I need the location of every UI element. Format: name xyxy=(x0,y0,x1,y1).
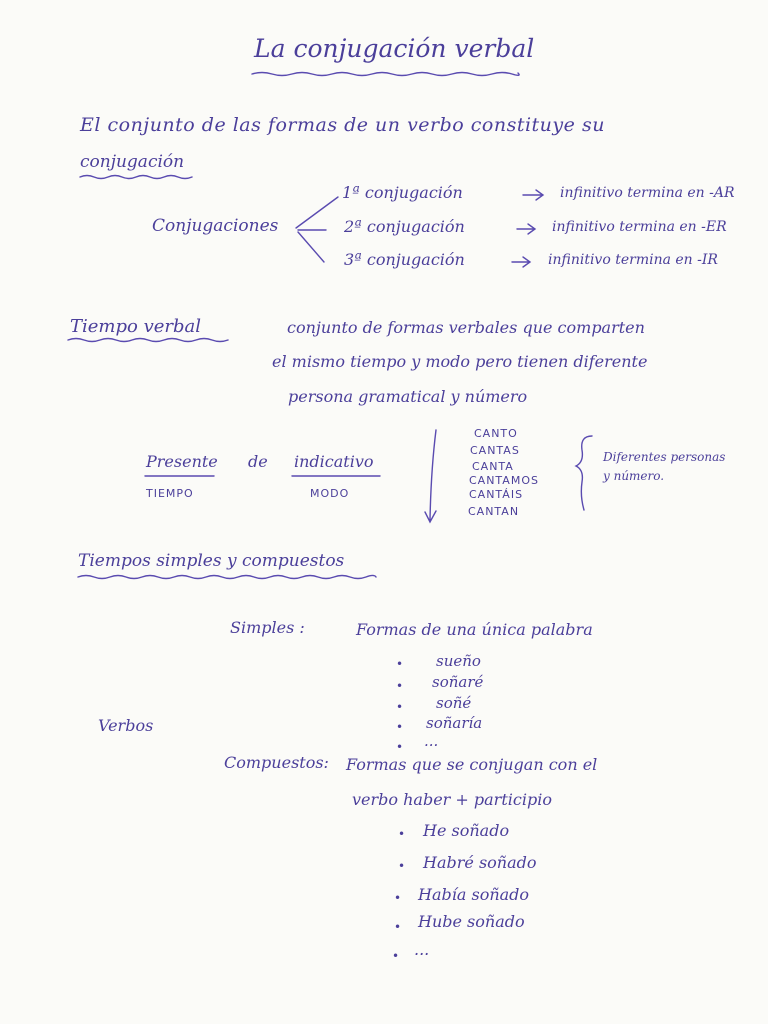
verb-form-3: CANTA xyxy=(472,460,514,473)
persons-note-1: Diferentes personas xyxy=(603,450,726,464)
tiempo-verbal-line-2: el mismo tiempo y modo pero tienen diferente xyxy=(272,352,648,371)
compuestos-definition-2: verbo haber + participio xyxy=(352,790,552,809)
simple-bullet-3: • xyxy=(396,700,404,714)
mood-caption: MODO xyxy=(310,487,350,500)
conjugacion-2-desc: infinitivo termina en -ER xyxy=(552,219,727,235)
tsc-heading: Tiempos simples y compuestos xyxy=(78,551,345,571)
verbos-label: Verbos xyxy=(98,716,154,735)
simple-bullet-2: • xyxy=(396,679,404,693)
simples-definition: Formas de una única palabra xyxy=(356,620,593,639)
simple-item-4: soñaría xyxy=(426,714,483,732)
simple-bullet-1: • xyxy=(396,657,404,671)
compound-item-4: Hube soñado xyxy=(418,912,525,931)
intro-line-1: El conjunto de las formas de un verbo constituye su xyxy=(80,114,605,136)
compuestos-definition-1: Formas que se conjugan con el xyxy=(346,755,598,774)
compound-item-5: ... xyxy=(414,940,430,959)
tiempo-verbal-line-3: persona gramatical y número xyxy=(288,387,528,406)
compound-bullet-3: • xyxy=(394,891,402,905)
conjugacion-1-desc: infinitivo termina en -AR xyxy=(560,185,735,201)
simple-item-2: soñaré xyxy=(432,673,484,691)
curly-brace xyxy=(576,436,592,510)
verb-form-1: CANTO xyxy=(474,427,518,440)
simple-bullet-4: • xyxy=(396,720,404,734)
simple-bullet-5: • xyxy=(396,740,404,754)
intro-line-2: conjugación xyxy=(80,152,185,172)
tiempo-verbal-heading: Tiempo verbal xyxy=(70,316,202,337)
simple-item-1: sueño xyxy=(436,652,481,670)
tense-caption: TIEMPO xyxy=(146,487,194,500)
compound-bullet-1: • xyxy=(398,827,406,841)
persons-note-2: y número. xyxy=(603,469,665,483)
title-underline xyxy=(252,73,519,76)
arrow-3 xyxy=(512,257,530,267)
conjugacion-3-name: 3ª conjugación xyxy=(344,250,465,269)
compound-bullet-5: • xyxy=(392,949,400,963)
example-mood: indicativo xyxy=(294,452,374,471)
verb-form-4: CANTAMOS xyxy=(469,474,539,487)
simple-item-5: ... xyxy=(424,732,439,750)
verb-form-5: CANTÁIS xyxy=(469,488,524,501)
branch-line-3 xyxy=(298,232,324,262)
conjugacion-underline xyxy=(80,176,192,179)
conjugacion-1-name: 1ª conjugación xyxy=(342,183,463,202)
arrow-2 xyxy=(517,224,535,234)
compound-item-3: Había soñado xyxy=(418,885,530,904)
example-de: de xyxy=(248,452,268,471)
simple-item-3: soñé xyxy=(436,694,472,712)
compound-item-1: He soñado xyxy=(423,821,510,840)
compound-bullet-4: • xyxy=(394,920,402,934)
verb-form-2: CANTAS xyxy=(470,444,520,457)
conjugaciones-label: Conjugaciones xyxy=(152,216,279,236)
verb-form-6: CANTAN xyxy=(468,505,520,518)
compound-item-2: Habré soñado xyxy=(423,853,537,872)
vertical-arrow xyxy=(425,430,436,522)
conjugacion-3-desc: infinitivo termina en -IR xyxy=(548,252,718,268)
simples-label: Simples : xyxy=(230,618,305,637)
page-title: La conjugación verbal xyxy=(254,34,535,63)
compound-bullet-2: • xyxy=(398,859,406,873)
arrow-1 xyxy=(523,190,543,200)
tiempo-verbal-line-1: conjunto de formas verbales que comparten xyxy=(287,318,645,337)
tiempo-verbal-underline xyxy=(68,339,228,342)
compuestos-label: Compuestos: xyxy=(224,753,329,772)
branch-line-1 xyxy=(296,197,338,228)
tsc-underline xyxy=(78,576,376,579)
example-tense: Presente xyxy=(146,452,218,471)
conjugacion-2-name: 2ª conjugación xyxy=(344,217,465,236)
